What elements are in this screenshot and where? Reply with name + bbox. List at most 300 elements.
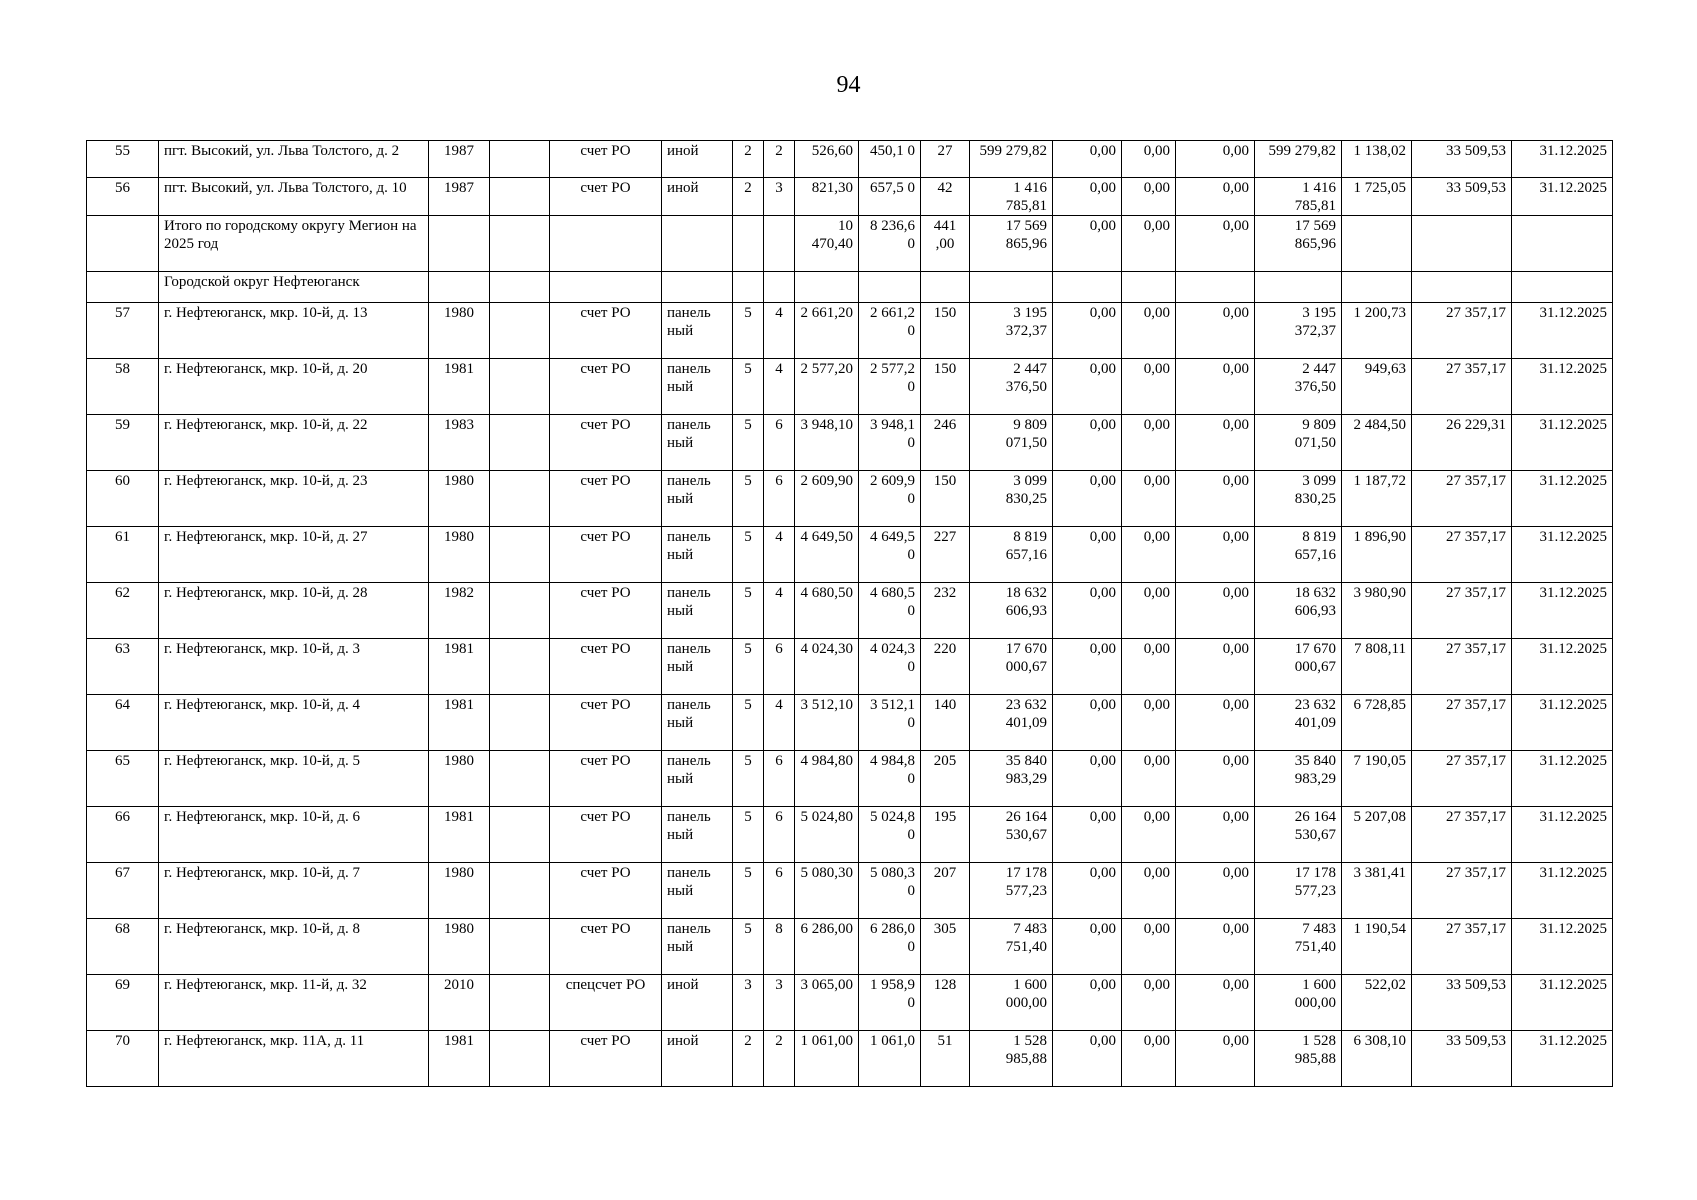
living-area-cell: 1 958,9 0	[859, 975, 921, 1031]
total-cost-cell: 23 632 401,09	[970, 695, 1053, 751]
year-cell: 1987	[429, 178, 490, 216]
total-cost-cell: 9 809 071,50	[970, 415, 1053, 471]
address-cell: г. Нефтеюганск, мкр. 10-й, д. 28	[159, 583, 429, 639]
empty-cell	[1412, 216, 1512, 272]
floors-cell: 5	[733, 527, 764, 583]
year-cell: 1980	[429, 471, 490, 527]
address-cell: г. Нефтеюганск, мкр. 10-й, д. 3	[159, 639, 429, 695]
residents-cell: 205	[921, 751, 970, 807]
wall-material-cell: панель ный	[662, 751, 733, 807]
address-cell: г. Нефтеюганск, мкр. 11-й, д. 32	[159, 975, 429, 1031]
unit-cost-cell: 3 980,90	[1342, 583, 1412, 639]
address-cell: г. Нефтеюганск, мкр. 10-й, д. 23	[159, 471, 429, 527]
total-area-cell: 2 577,20	[795, 359, 859, 415]
living-area-cell: 3 512,1 0	[859, 695, 921, 751]
year-cell: 1980	[429, 751, 490, 807]
year-cell: 2010	[429, 975, 490, 1031]
total-cost-cell: 35 840 983,29	[970, 751, 1053, 807]
owners-cost-cell: 17 670 000,67	[1255, 639, 1342, 695]
owners-cost-cell: 23 632 401,09	[1255, 695, 1342, 751]
total-cost-cell: 18 632 606,93	[970, 583, 1053, 639]
empty-cell	[87, 272, 159, 303]
entrances-cell: 6	[764, 863, 795, 919]
table-row	[87, 471, 1613, 527]
account-type-cell: счет РО	[550, 863, 662, 919]
table-row	[87, 639, 1613, 695]
empty-cell	[921, 272, 970, 303]
account-type-cell: счет РО	[550, 639, 662, 695]
fund-cell: 0,00	[1053, 975, 1122, 1031]
deadline-cell: 31.12.2025	[1512, 471, 1613, 527]
empty-cell	[1053, 272, 1122, 303]
owners-cost-cell: 1 528 985,88	[1255, 1031, 1342, 1087]
floors-cell: 5	[733, 863, 764, 919]
unit-cost-cell: 522,02	[1342, 975, 1412, 1031]
local-budget-cell: 0,00	[1176, 178, 1255, 216]
unit-cost-cell: 1 896,90	[1342, 527, 1412, 583]
account-type-cell: счет РО	[550, 695, 662, 751]
empty-cell	[490, 807, 550, 863]
budget-cell: 0,00	[1122, 141, 1176, 178]
living-area-cell: 5 024,8 0	[859, 807, 921, 863]
total-area-cell: 821,30	[795, 178, 859, 216]
fund-cell: 0,00	[1053, 1031, 1122, 1087]
local-budget-cell: 0,00	[1176, 863, 1255, 919]
unit-cost-cell: 1 138,02	[1342, 141, 1412, 178]
floors-cell: 5	[733, 751, 764, 807]
account-type-cell: счет РО	[550, 1031, 662, 1087]
total-area-cell: 3 512,10	[795, 695, 859, 751]
address-cell: г. Нефтеюганск, мкр. 10-й, д. 8	[159, 919, 429, 975]
deadline-cell: 31.12.2025	[1512, 863, 1613, 919]
wall-material-cell: панель ный	[662, 695, 733, 751]
unit-cost-cell: 7 808,11	[1342, 639, 1412, 695]
account-type-cell: счет РО	[550, 583, 662, 639]
entrances-cell: 4	[764, 359, 795, 415]
floors-cell: 5	[733, 919, 764, 975]
entrances-cell: 8	[764, 919, 795, 975]
address-cell: г. Нефтеюганск, мкр. 10-й, д. 22	[159, 415, 429, 471]
deadline-cell: 31.12.2025	[1512, 695, 1613, 751]
table-row	[87, 178, 1613, 216]
deadline-cell: 31.12.2025	[1512, 359, 1613, 415]
address-cell: г. Нефтеюганск, мкр. 10-й, д. 13	[159, 303, 429, 359]
total-cost-cell: 17 178 577,23	[970, 863, 1053, 919]
account-type-cell: счет РО	[550, 359, 662, 415]
budget-cell: 0,00	[1122, 216, 1176, 272]
unit-cost-cell: 6 728,85	[1342, 695, 1412, 751]
cost-limit-cell: 27 357,17	[1412, 695, 1512, 751]
fund-cell: 0,00	[1053, 583, 1122, 639]
living-area-cell: 2 577,2 0	[859, 359, 921, 415]
account-type-cell: счет РО	[550, 471, 662, 527]
empty-cell	[490, 303, 550, 359]
row-number: 55	[87, 141, 159, 178]
unit-cost-cell: 5 207,08	[1342, 807, 1412, 863]
residents-cell: 220	[921, 639, 970, 695]
total-area-cell: 1 061,00	[795, 1031, 859, 1087]
local-budget-cell: 0,00	[1176, 695, 1255, 751]
row-number: 58	[87, 359, 159, 415]
entrances-cell: 6	[764, 751, 795, 807]
total-area-cell: 10 470,40	[795, 216, 859, 272]
residents-cell: 150	[921, 359, 970, 415]
empty-cell	[429, 216, 490, 272]
living-area-cell: 4 649,5 0	[859, 527, 921, 583]
unit-cost-cell: 3 381,41	[1342, 863, 1412, 919]
total-cost-cell: 1 416 785,81	[970, 178, 1053, 216]
unit-cost-cell: 2 484,50	[1342, 415, 1412, 471]
floors-cell: 5	[733, 471, 764, 527]
residents-cell: 246	[921, 415, 970, 471]
fund-cell: 0,00	[1053, 471, 1122, 527]
owners-cost-cell: 17 569 865,96	[1255, 216, 1342, 272]
total-cost-cell: 3 099 830,25	[970, 471, 1053, 527]
residents-cell: 232	[921, 583, 970, 639]
section-row	[87, 272, 1613, 303]
living-area-cell: 3 948,1 0	[859, 415, 921, 471]
budget-cell: 0,00	[1122, 863, 1176, 919]
account-type-cell: счет РО	[550, 178, 662, 216]
budget-cell: 0,00	[1122, 975, 1176, 1031]
row-number: 69	[87, 975, 159, 1031]
fund-cell: 0,00	[1053, 141, 1122, 178]
floors-cell: 3	[733, 975, 764, 1031]
floors-cell: 5	[733, 583, 764, 639]
deadline-cell: 31.12.2025	[1512, 639, 1613, 695]
cost-limit-cell: 27 357,17	[1412, 919, 1512, 975]
empty-cell	[490, 751, 550, 807]
floors-cell: 5	[733, 807, 764, 863]
local-budget-cell: 0,00	[1176, 807, 1255, 863]
residents-cell: 128	[921, 975, 970, 1031]
entrances-cell: 4	[764, 303, 795, 359]
budget-cell: 0,00	[1122, 415, 1176, 471]
entrances-cell: 2	[764, 141, 795, 178]
table-row	[87, 415, 1613, 471]
year-cell: 1980	[429, 863, 490, 919]
empty-cell	[490, 471, 550, 527]
floors-cell: 5	[733, 359, 764, 415]
wall-material-cell: панель ный	[662, 639, 733, 695]
living-area-cell: 4 984,8 0	[859, 751, 921, 807]
local-budget-cell: 0,00	[1176, 527, 1255, 583]
cost-limit-cell: 27 357,17	[1412, 527, 1512, 583]
total-area-cell: 5 080,30	[795, 863, 859, 919]
budget-cell: 0,00	[1122, 303, 1176, 359]
wall-material-cell: панель ный	[662, 415, 733, 471]
empty-cell	[490, 695, 550, 751]
year-cell: 1981	[429, 359, 490, 415]
budget-cell: 0,00	[1122, 639, 1176, 695]
unit-cost-cell: 1 200,73	[1342, 303, 1412, 359]
living-area-cell: 2 609,9 0	[859, 471, 921, 527]
total-cost-cell: 1 600 000,00	[970, 975, 1053, 1031]
row-number: 59	[87, 415, 159, 471]
empty-cell	[490, 639, 550, 695]
empty-cell	[662, 272, 733, 303]
account-type-cell: счет РО	[550, 141, 662, 178]
empty-cell	[490, 583, 550, 639]
owners-cost-cell: 1 416 785,81	[1255, 178, 1342, 216]
year-cell: 1987	[429, 141, 490, 178]
deadline-cell: 31.12.2025	[1512, 527, 1613, 583]
floors-cell: 5	[733, 639, 764, 695]
address-cell: пгт. Высокий, ул. Льва Толстого, д. 2	[159, 141, 429, 178]
floors-cell: 2	[733, 141, 764, 178]
row-number: 61	[87, 527, 159, 583]
local-budget-cell: 0,00	[1176, 639, 1255, 695]
unit-cost-cell: 1 187,72	[1342, 471, 1412, 527]
entrances-cell: 6	[764, 415, 795, 471]
local-budget-cell: 0,00	[1176, 583, 1255, 639]
account-type-cell: счет РО	[550, 415, 662, 471]
table-row	[87, 919, 1613, 975]
fund-cell: 0,00	[1053, 695, 1122, 751]
address-cell: пгт. Высокий, ул. Льва Толстого, д. 10	[159, 178, 429, 216]
total-area-cell: 3 065,00	[795, 975, 859, 1031]
owners-cost-cell: 7 483 751,40	[1255, 919, 1342, 975]
floors-cell: 5	[733, 415, 764, 471]
cost-limit-cell: 27 357,17	[1412, 303, 1512, 359]
table-row	[87, 1031, 1613, 1087]
empty-cell	[662, 216, 733, 272]
row-number: 60	[87, 471, 159, 527]
empty-cell	[1512, 216, 1613, 272]
empty-cell	[490, 272, 550, 303]
total-cost-cell: 8 819 657,16	[970, 527, 1053, 583]
owners-cost-cell: 17 178 577,23	[1255, 863, 1342, 919]
table-row	[87, 751, 1613, 807]
budget-cell: 0,00	[1122, 751, 1176, 807]
address-cell: г. Нефтеюганск, мкр. 10-й, д. 27	[159, 527, 429, 583]
deadline-cell: 31.12.2025	[1512, 303, 1613, 359]
empty-cell	[1512, 272, 1613, 303]
year-cell: 1981	[429, 807, 490, 863]
row-number: 66	[87, 807, 159, 863]
address-cell: г. Нефтеюганск, мкр. 10-й, д. 7	[159, 863, 429, 919]
total-area-cell: 6 286,00	[795, 919, 859, 975]
residents-cell: 195	[921, 807, 970, 863]
page-number: 94	[836, 72, 861, 98]
residents-cell: 27	[921, 141, 970, 178]
total-cost-cell: 2 447 376,50	[970, 359, 1053, 415]
empty-cell	[490, 919, 550, 975]
fund-cell: 0,00	[1053, 807, 1122, 863]
empty-cell	[490, 178, 550, 216]
address-cell: г. Нефтеюганск, мкр. 10-й, д. 5	[159, 751, 429, 807]
wall-material-cell: панель ный	[662, 583, 733, 639]
budget-cell: 0,00	[1122, 527, 1176, 583]
total-row	[87, 216, 1613, 272]
total-cost-cell: 599 279,82	[970, 141, 1053, 178]
local-budget-cell: 0,00	[1176, 303, 1255, 359]
local-budget-cell: 0,00	[1176, 359, 1255, 415]
deadline-cell: 31.12.2025	[1512, 1031, 1613, 1087]
owners-cost-cell: 3 099 830,25	[1255, 471, 1342, 527]
fund-cell: 0,00	[1053, 863, 1122, 919]
year-cell: 1980	[429, 919, 490, 975]
budget-cell: 0,00	[1122, 1031, 1176, 1087]
fund-cell: 0,00	[1053, 415, 1122, 471]
total-cost-cell: 17 569 865,96	[970, 216, 1053, 272]
unit-cost-cell: 1 725,05	[1342, 178, 1412, 216]
empty-cell	[490, 415, 550, 471]
table-row	[87, 807, 1613, 863]
budget-cell: 0,00	[1122, 583, 1176, 639]
wall-material-cell: панель ный	[662, 303, 733, 359]
address-cell: г. Нефтеюганск, мкр. 10-й, д. 6	[159, 807, 429, 863]
account-type-cell: спецсчет РО	[550, 975, 662, 1031]
floors-cell: 5	[733, 695, 764, 751]
year-cell: 1981	[429, 639, 490, 695]
total-area-cell: 526,60	[795, 141, 859, 178]
cost-limit-cell: 33 509,53	[1412, 178, 1512, 216]
total-area-cell: 4 024,30	[795, 639, 859, 695]
total-cost-cell: 26 164 530,67	[970, 807, 1053, 863]
empty-cell	[490, 527, 550, 583]
residents-cell: 207	[921, 863, 970, 919]
entrances-cell: 4	[764, 527, 795, 583]
cost-limit-cell: 27 357,17	[1412, 359, 1512, 415]
local-budget-cell: 0,00	[1176, 141, 1255, 178]
empty-cell	[764, 216, 795, 272]
living-area-cell: 2 661,2 0	[859, 303, 921, 359]
table-row	[87, 303, 1613, 359]
unit-cost-cell: 6 308,10	[1342, 1031, 1412, 1087]
year-cell: 1983	[429, 415, 490, 471]
empty-cell	[490, 1031, 550, 1087]
address-cell: г. Нефтеюганск, мкр. 10-й, д. 20	[159, 359, 429, 415]
row-number: 62	[87, 583, 159, 639]
table-row	[87, 527, 1613, 583]
cost-limit-cell: 27 357,17	[1412, 863, 1512, 919]
empty-cell	[429, 272, 490, 303]
cost-limit-cell: 27 357,17	[1412, 583, 1512, 639]
owners-cost-cell: 9 809 071,50	[1255, 415, 1342, 471]
residents-cell: 305	[921, 919, 970, 975]
account-type-cell: счет РО	[550, 807, 662, 863]
local-budget-cell: 0,00	[1176, 216, 1255, 272]
wall-material-cell: панель ный	[662, 471, 733, 527]
local-budget-cell: 0,00	[1176, 415, 1255, 471]
deadline-cell: 31.12.2025	[1512, 807, 1613, 863]
owners-cost-cell: 1 600 000,00	[1255, 975, 1342, 1031]
fund-cell: 0,00	[1053, 639, 1122, 695]
year-cell: 1982	[429, 583, 490, 639]
empty-cell	[1412, 272, 1512, 303]
deadline-cell: 31.12.2025	[1512, 975, 1613, 1031]
local-budget-cell: 0,00	[1176, 975, 1255, 1031]
budget-cell: 0,00	[1122, 919, 1176, 975]
living-area-cell: 450,1 0	[859, 141, 921, 178]
wall-material-cell: панель ный	[662, 359, 733, 415]
local-budget-cell: 0,00	[1176, 1031, 1255, 1087]
cost-limit-cell: 27 357,17	[1412, 807, 1512, 863]
cost-limit-cell: 33 509,53	[1412, 975, 1512, 1031]
budget-cell: 0,00	[1122, 359, 1176, 415]
total-area-cell: 4 984,80	[795, 751, 859, 807]
row-number: 57	[87, 303, 159, 359]
total-area-cell: 4 649,50	[795, 527, 859, 583]
account-type-cell: счет РО	[550, 919, 662, 975]
empty-cell	[795, 272, 859, 303]
cost-limit-cell: 27 357,17	[1412, 639, 1512, 695]
deadline-cell: 31.12.2025	[1512, 919, 1613, 975]
unit-cost-cell: 1 190,54	[1342, 919, 1412, 975]
wall-material-cell: панель ный	[662, 863, 733, 919]
table-row	[87, 359, 1613, 415]
local-budget-cell: 0,00	[1176, 919, 1255, 975]
fund-cell: 0,00	[1053, 751, 1122, 807]
residents-cell: 441 ,00	[921, 216, 970, 272]
entrances-cell: 2	[764, 1031, 795, 1087]
budget-cell: 0,00	[1122, 178, 1176, 216]
deadline-cell: 31.12.2025	[1512, 751, 1613, 807]
year-cell: 1981	[429, 695, 490, 751]
total-cost-cell: 1 528 985,88	[970, 1031, 1053, 1087]
table-row	[87, 141, 1613, 178]
wall-material-cell: панель ный	[662, 527, 733, 583]
living-area-cell: 8 236,6 0	[859, 216, 921, 272]
local-budget-cell: 0,00	[1176, 751, 1255, 807]
deadline-cell: 31.12.2025	[1512, 141, 1613, 178]
empty-cell	[733, 272, 764, 303]
address-cell: г. Нефтеюганск, мкр. 10-й, д. 4	[159, 695, 429, 751]
living-area-cell: 4 680,5 0	[859, 583, 921, 639]
unit-cost-cell: 949,63	[1342, 359, 1412, 415]
wall-material-cell: иной	[662, 141, 733, 178]
total-cost-cell: 7 483 751,40	[970, 919, 1053, 975]
account-type-cell: счет РО	[550, 303, 662, 359]
table-row	[87, 863, 1613, 919]
residents-cell: 140	[921, 695, 970, 751]
owners-cost-cell: 599 279,82	[1255, 141, 1342, 178]
empty-cell	[87, 216, 159, 272]
residents-cell: 150	[921, 471, 970, 527]
living-area-cell: 6 286,0 0	[859, 919, 921, 975]
floors-cell: 2	[733, 1031, 764, 1087]
empty-cell	[1342, 272, 1412, 303]
residents-cell: 150	[921, 303, 970, 359]
local-budget-cell: 0,00	[1176, 471, 1255, 527]
owners-cost-cell: 3 195 372,37	[1255, 303, 1342, 359]
empty-cell	[550, 216, 662, 272]
entrances-cell: 6	[764, 471, 795, 527]
fund-cell: 0,00	[1053, 216, 1122, 272]
budget-cell: 0,00	[1122, 471, 1176, 527]
total-label: Итого по городскому округу Мегион на 2025 год	[159, 216, 429, 272]
empty-cell	[1122, 272, 1176, 303]
row-number: 64	[87, 695, 159, 751]
empty-cell	[970, 272, 1053, 303]
empty-cell	[490, 216, 550, 272]
address-cell: г. Нефтеюганск, мкр. 11А, д. 11	[159, 1031, 429, 1087]
account-type-cell: счет РО	[550, 527, 662, 583]
empty-cell	[490, 359, 550, 415]
entrances-cell: 6	[764, 639, 795, 695]
floors-cell: 5	[733, 303, 764, 359]
budget-cell: 0,00	[1122, 695, 1176, 751]
total-area-cell: 2 661,20	[795, 303, 859, 359]
owners-cost-cell: 26 164 530,67	[1255, 807, 1342, 863]
living-area-cell: 657,5 0	[859, 178, 921, 216]
unit-cost-cell: 7 190,05	[1342, 751, 1412, 807]
row-number: 65	[87, 751, 159, 807]
entrances-cell: 4	[764, 695, 795, 751]
total-cost-cell: 17 670 000,67	[970, 639, 1053, 695]
owners-cost-cell: 18 632 606,93	[1255, 583, 1342, 639]
